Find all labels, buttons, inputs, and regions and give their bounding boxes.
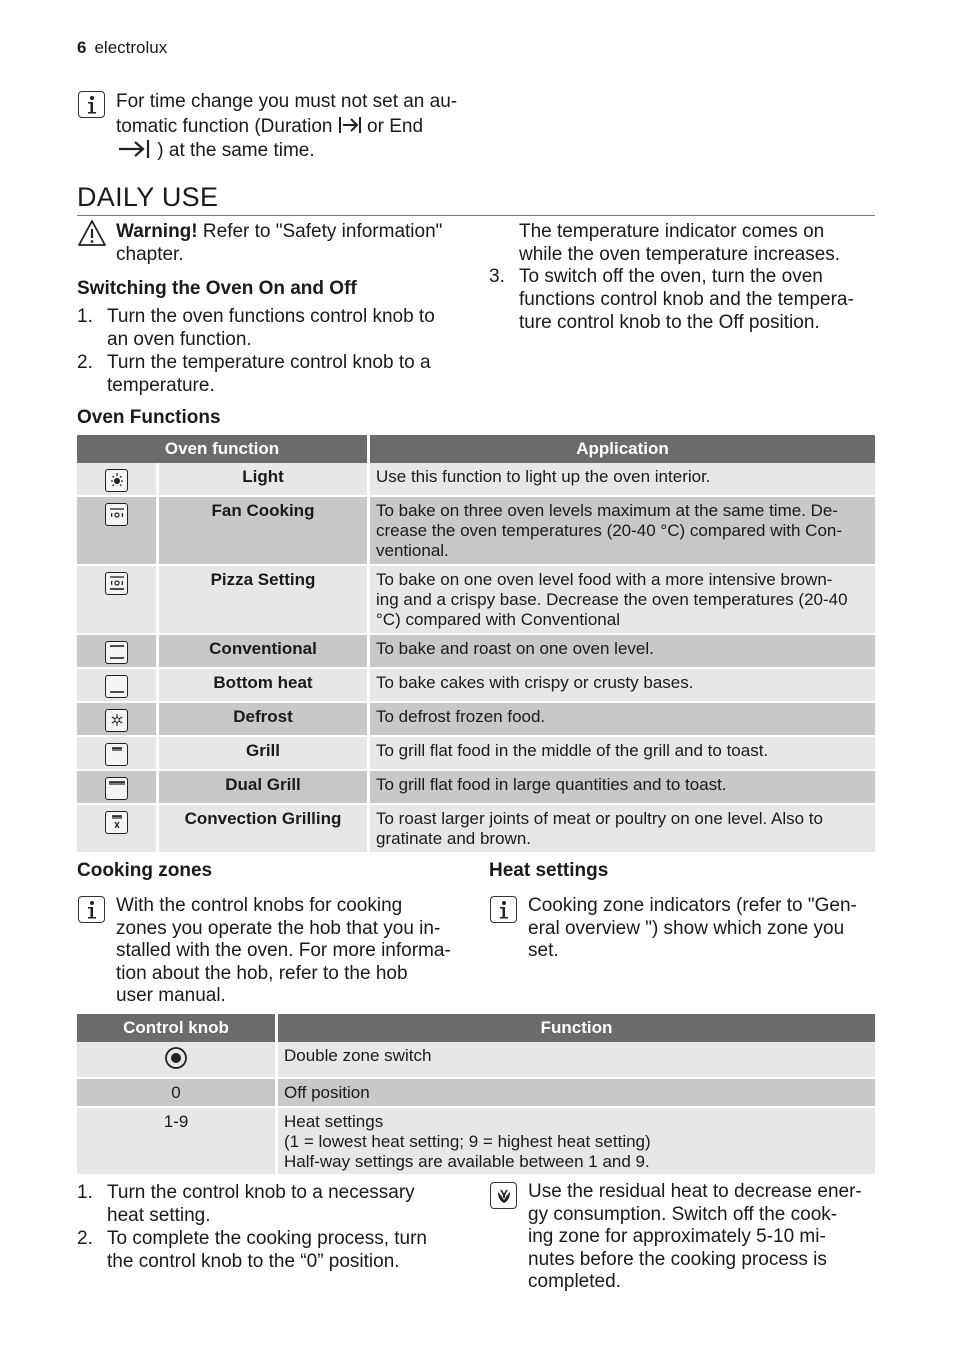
grill-icon: [105, 743, 128, 766]
col-header-control-knob: Control knob: [77, 1014, 275, 1042]
switch-off-step: [489, 265, 879, 334]
knob-cell: [77, 1042, 275, 1079]
row-icon-cell: [77, 463, 156, 497]
app-line: ing and a crispy base. Decrease the oven temperatures (20-40: [376, 590, 848, 609]
app-line: gratinate and brown.: [376, 829, 531, 848]
note-text: tomatic function (Duration: [116, 115, 338, 137]
func-line: Half-way settings are available between 1 and 9.: [284, 1152, 650, 1171]
text-line: The temperature indicator comes on: [519, 221, 825, 242]
conventional-icon: [105, 641, 128, 664]
app-line: To roast larger joints of meat or poultry on one level. Also to: [376, 809, 823, 828]
note-line: Use the residual heat to decrease ener-: [528, 1181, 862, 1202]
function-application: [367, 463, 875, 497]
note-line: Cooking zone indicators (refer to "Gen-: [528, 895, 857, 916]
function-application: [367, 635, 875, 669]
function-application: [367, 771, 875, 805]
warning-line: chapter.: [116, 244, 184, 265]
function-application: [367, 566, 875, 635]
func-line: Off position: [284, 1083, 370, 1102]
function-name: Bottom heat: [156, 669, 367, 703]
step-text: To complete the cooking process, turn: [107, 1228, 428, 1249]
table-row: [77, 463, 875, 497]
warning-text: [116, 220, 476, 266]
oven-functions-title: Oven Functions: [77, 407, 221, 428]
function-name: Convection Grilling: [156, 805, 367, 854]
col-header-application: Application: [367, 435, 875, 463]
switching-steps: [77, 305, 467, 397]
table-row: [77, 805, 875, 854]
step-item: [77, 351, 467, 397]
knob-function: [275, 1079, 875, 1108]
note-line: [116, 139, 476, 164]
note-line: gy consumption. Switch off the cook-: [528, 1203, 838, 1225]
row-icon-cell: [77, 669, 156, 703]
note-line: eral overview ") show which zone you: [528, 917, 845, 939]
note-line: completed.: [528, 1271, 621, 1292]
control-knob-table: [77, 1014, 875, 1176]
note-line: stalled with the oven. For more informa-: [116, 940, 451, 961]
function-name: Defrost: [156, 703, 367, 737]
func-line: (1 = lowest heat setting; 9 = highest heat setting): [284, 1132, 651, 1151]
app-line: To bake cakes with crispy or crusty bases.: [376, 673, 694, 692]
knob-function: [275, 1108, 875, 1176]
step-text: an oven function.: [107, 329, 252, 350]
step-text: temperature.: [107, 375, 215, 396]
cooking-zones-title: Cooking zones: [77, 860, 213, 881]
bottom-heat-icon: [105, 675, 128, 698]
row-icon-cell: [77, 566, 156, 635]
end-icon: [116, 139, 152, 159]
func-line: Heat settings: [284, 1112, 384, 1131]
page-number: 6: [77, 38, 87, 57]
app-line: To grill flat food in large quantities and to toast.: [376, 775, 727, 794]
text-line: while the oven temperature increases.: [519, 244, 841, 265]
table-row: [77, 1079, 875, 1108]
step-text: Turn the temperature control knob to a: [107, 352, 431, 373]
function-application: [367, 669, 875, 703]
knob-cell: 0: [77, 1079, 275, 1108]
table-header-row: [77, 1014, 875, 1042]
pizza-setting-icon: [105, 572, 128, 595]
oven-functions-table: [77, 435, 875, 854]
table-row: [77, 497, 875, 566]
table-header-row: [77, 435, 875, 463]
note-line: ing zone for approximately 5-10 mi-: [528, 1226, 826, 1247]
note-line: With the control knobs for cooking: [116, 895, 403, 916]
table-row: [77, 566, 875, 635]
step-text: heat setting.: [107, 1205, 211, 1226]
duration-icon: [338, 116, 362, 134]
table-row: [77, 1042, 875, 1079]
page-header: [77, 38, 167, 58]
app-line: To defrost frozen food.: [376, 707, 546, 726]
info-icon: [490, 896, 517, 923]
temp-indicator-text: [519, 220, 879, 266]
info-icon: [78, 896, 105, 923]
col-header-function: Function: [275, 1014, 875, 1042]
step-item: [77, 305, 467, 351]
row-icon-cell: [77, 805, 156, 854]
eco-icon: [490, 1182, 517, 1209]
row-icon-cell: [77, 497, 156, 566]
app-line: To bake and roast on one oven level.: [376, 639, 654, 658]
step-number: 1.: [77, 306, 93, 327]
table-row: [77, 635, 875, 669]
heat-settings-title: Heat settings: [489, 860, 609, 881]
table-row: [77, 737, 875, 771]
function-name: Conventional: [156, 635, 367, 669]
final-steps: [77, 1181, 467, 1273]
note-line: user manual.: [116, 985, 226, 1006]
app-line: ventional.: [376, 541, 449, 560]
func-line: Double zone switch: [284, 1046, 432, 1065]
row-icon-cell: [77, 635, 156, 669]
step-number: 1.: [77, 1182, 93, 1203]
function-application: [367, 737, 875, 771]
time-change-note: [116, 90, 476, 164]
info-icon: [78, 91, 105, 118]
brand-name: electrolux: [94, 38, 168, 57]
app-line: °C) compared with Conventional: [376, 610, 620, 629]
function-name: Pizza Setting: [156, 566, 367, 635]
step-text: Turn the oven functions control knob to: [107, 306, 435, 327]
section-title: DAILY USE: [77, 182, 875, 216]
app-line: crease the oven temperatures (20-40 °C) compared with Con-: [376, 521, 843, 540]
fan-cooking-icon: [105, 503, 128, 526]
warning-body: Refer to "Safety information": [197, 221, 443, 242]
function-name: Grill: [156, 737, 367, 771]
step-text: functions control knob and the tempera-: [519, 289, 854, 310]
note-line: [116, 115, 476, 140]
warning-label: Warning!: [116, 221, 198, 242]
warning-icon: [77, 219, 107, 252]
function-application: [367, 703, 875, 737]
light-icon: [105, 469, 128, 492]
table-row: [77, 669, 875, 703]
note-line: tion about the hob, refer to the hob: [116, 962, 408, 984]
table-row: [77, 1108, 875, 1176]
cooking-zones-note: [116, 895, 476, 1008]
function-name: Dual Grill: [156, 771, 367, 805]
function-application: [367, 805, 875, 854]
knob-function: [275, 1042, 875, 1079]
function-name: Fan Cooking: [156, 497, 367, 566]
step-number: 2.: [77, 1228, 93, 1249]
step-item: [489, 265, 879, 334]
eco-note: [528, 1181, 878, 1294]
app-line: To bake on three oven levels maximum at the same time. De-: [376, 501, 839, 520]
dual-grill-icon: [105, 777, 128, 800]
row-icon-cell: [77, 771, 156, 805]
function-application: [367, 497, 875, 566]
col-header-oven-function: Oven function: [77, 435, 367, 463]
app-line: To bake on one oven level food with a more intensive brown-: [376, 570, 833, 589]
step-text: ture control knob to the Off position.: [519, 312, 820, 333]
note-text: or End: [361, 115, 424, 137]
table-row: [77, 771, 875, 805]
double-zone-icon: [164, 1046, 188, 1070]
app-line: Use this function to light up the oven interior.: [376, 467, 711, 486]
note-line: For time change you must not set an au-: [116, 91, 458, 112]
note-line: nutes before the cooking process is: [528, 1248, 827, 1270]
step-number: 3.: [489, 266, 505, 287]
step-number: 2.: [77, 352, 93, 373]
knob-cell: 1-9: [77, 1108, 275, 1176]
row-icon-cell: [77, 737, 156, 771]
step-item: [77, 1227, 467, 1273]
step-item: [77, 1181, 467, 1227]
defrost-icon: [105, 709, 128, 732]
step-text: Turn the control knob to a necessary: [107, 1182, 415, 1203]
switching-title: Switching the Oven On and Off: [77, 278, 357, 299]
note-line: zones you operate the hob that you in-: [116, 917, 441, 939]
function-name: Light: [156, 463, 367, 497]
app-line: To grill flat food in the middle of the grill and to toast.: [376, 741, 769, 760]
note-line: set.: [528, 940, 559, 961]
step-text: the control knob to the “0” position.: [107, 1251, 400, 1272]
table-row: [77, 703, 875, 737]
row-icon-cell: [77, 703, 156, 737]
convection-grilling-icon: [105, 811, 128, 834]
warning-line: [116, 220, 476, 243]
step-text: To switch off the oven, turn the oven: [519, 266, 823, 287]
heat-settings-note: [528, 895, 878, 963]
note-text: ) at the same time.: [157, 140, 315, 161]
